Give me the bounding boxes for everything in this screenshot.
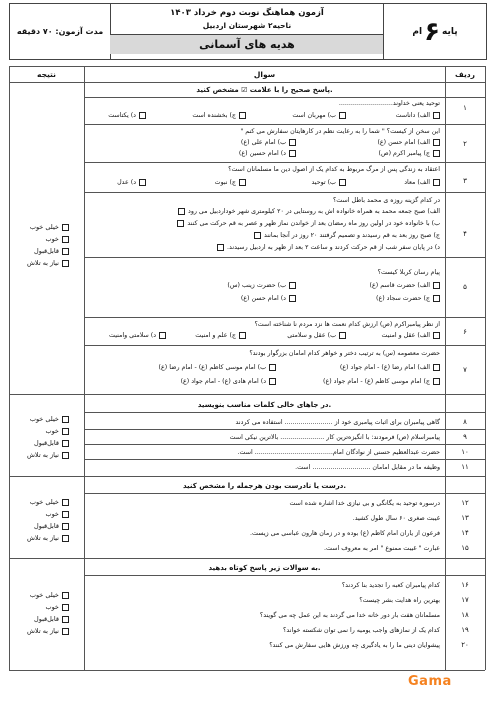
checkbox[interactable] [269, 378, 276, 385]
option[interactable]: ب) حضرت زینب (س) [227, 281, 296, 290]
checkbox[interactable] [62, 628, 69, 635]
section-4-instruction: به سوالات زیر پاسخ کوتاه بدهید. [208, 564, 321, 572]
checkbox[interactable] [217, 244, 224, 251]
option[interactable]: د) در پایان سفر شب از قم حرکت کردند و ساعت ۲ بعد از ظهر به اردبیل رسیدند. [214, 243, 440, 252]
option[interactable]: الف) حضرت قاسم (ع) [370, 281, 440, 290]
section-2-border [84, 412, 485, 413]
checkbox[interactable] [289, 150, 296, 157]
question-number: ۲ [463, 140, 467, 148]
option[interactable]: ب) توحید [312, 178, 347, 187]
checkbox[interactable] [289, 295, 296, 302]
checkbox[interactable] [62, 535, 69, 542]
section-border [9, 476, 485, 477]
grade-option[interactable]: نیاز به تلاش [27, 625, 69, 637]
option[interactable]: ج) پیامبر اکرم (ص) [379, 149, 441, 158]
question-number: ۱۵ [461, 544, 469, 552]
grade-option[interactable]: خیلی خوب [27, 589, 69, 601]
checkbox[interactable] [139, 112, 146, 119]
question-text: عبارت " غیبت ممنوع " امر به معروف است. [324, 545, 440, 552]
grade-option[interactable]: خوب [27, 601, 69, 613]
checkbox[interactable] [62, 616, 69, 623]
grade-suffix: ام [412, 26, 423, 37]
question-text: اعتقاد به زندگی پس از مرگ مربوط به کدام یک از اصول دین ما مسلمانان است؟ [228, 166, 440, 173]
option[interactable]: د) امام حسن (ع) [241, 294, 296, 303]
table-left-border [9, 66, 10, 670]
grade-box [27, 589, 69, 637]
question-text: در کدام گزینه روزه ی محمد باطل است؟ [332, 197, 440, 204]
table-right-border [485, 66, 486, 670]
section-2-instruction: در جاهای خالی کلمات مناسب بنویسید. [197, 401, 332, 409]
option[interactable]: د) سلامتی وامنیت [109, 331, 166, 340]
option[interactable]: الف) امام حسن (ع) [377, 138, 440, 147]
question-number: ۲۰ [461, 641, 469, 649]
grade-box [27, 221, 69, 269]
exam-region: ناحیه۲ شهرستان اردبیل [202, 21, 292, 30]
question-text: مسلمانان هفت بار دور خانه خدا می گردند به این عمل چه می گویند؟ [259, 612, 440, 619]
grade-option[interactable]: خیلی خوب [27, 221, 69, 233]
checkbox[interactable] [433, 112, 440, 119]
checkbox[interactable] [62, 523, 69, 530]
row-border [84, 345, 485, 346]
question-text: غیبت صغری ۶۰ سال طول کشید. [352, 515, 440, 522]
checkbox[interactable] [433, 139, 440, 146]
checkbox[interactable] [62, 224, 69, 231]
checkbox[interactable] [289, 282, 296, 289]
row-border [84, 429, 485, 430]
exam-header [9, 3, 487, 60]
row-border [84, 124, 485, 125]
question-text: توحید یعنی خداوند........................... [338, 100, 440, 107]
column-row-header: ردیف [455, 70, 475, 79]
grade-option[interactable]: خوب [27, 508, 69, 520]
option[interactable]: ب) امام موسی کاظم (ع) - امام رضا (ع) [159, 363, 276, 372]
result-column-divider [84, 66, 85, 670]
grade-option[interactable]: خیلی خوب [27, 496, 69, 508]
question-text: کدام پیامبران کعبه را تجدید بنا کردند؟ [341, 582, 440, 589]
section-border [9, 558, 485, 559]
option[interactable]: ج) بخشنده است [192, 111, 246, 120]
checkbox[interactable] [239, 112, 246, 119]
question-number: ۷ [463, 366, 467, 374]
exam-title: آزمون هماهنگ نوبت دوم خرداد ۱۴۰۳ [170, 8, 324, 18]
checkbox[interactable] [339, 179, 346, 186]
grade-option[interactable]: خوب [27, 233, 69, 245]
grade-prefix: پایه [441, 26, 458, 37]
question-text: کدام یک از نمازهای واجب یومیه را نمی توان شکسته خواند؟ [283, 627, 440, 634]
row-border [84, 192, 485, 193]
row-border [84, 317, 485, 318]
question-text: درسوره توحید به یگانگی و بی نیازی خدا اشاره شده است [289, 500, 440, 507]
question-number: ۱۰ [461, 448, 469, 456]
question-number: ۱۴ [461, 529, 469, 537]
option[interactable]: د) امام حسین (ع) [239, 149, 296, 158]
option[interactable]: د) امام هادی (ع) - امام جواد (ع) [181, 377, 276, 386]
option[interactable]: د) یکتاست [108, 111, 146, 120]
option[interactable]: ج) علم و امنیت [195, 331, 246, 340]
question-number: ۱۶ [461, 581, 469, 589]
checkbox[interactable] [433, 282, 440, 289]
section-1-border [84, 97, 485, 98]
option[interactable]: ب) مهربان است [292, 111, 346, 120]
option[interactable]: ج) نبوت [215, 178, 246, 187]
checkbox[interactable] [62, 499, 69, 506]
question-number: ۳ [463, 177, 467, 185]
question-number: ۱۸ [461, 611, 469, 619]
grade-option[interactable]: خوب [27, 425, 69, 437]
checkbox[interactable] [62, 604, 69, 611]
checkbox[interactable] [433, 150, 440, 157]
question-text: این سخن از کیست؟ " شما را به رعایت نظم در کارهایتان سفارش می کنم " [240, 128, 440, 135]
checkbox[interactable] [339, 332, 346, 339]
section-3-border [84, 493, 485, 494]
duration-label: مدت آزمون: ۷۰ دقیقه [10, 4, 111, 59]
column-question-header: سوال [253, 70, 276, 79]
checkbox[interactable] [239, 332, 246, 339]
question-number: ۱۱ [461, 463, 469, 471]
gama-logo: Gama [408, 674, 452, 689]
question-number: ۵ [463, 283, 467, 291]
row-border [84, 257, 485, 258]
grade-number: ۶ [424, 16, 440, 47]
option[interactable]: الف) داناست [396, 111, 440, 120]
option[interactable]: ج) امام موسی کاظم (ع) - امام جواد (ع) [323, 377, 440, 386]
grade-option[interactable]: قابل‌قبول [27, 437, 69, 449]
question-text: بهترین راه هدایت بشر چیست؟ [359, 597, 440, 604]
question-number: ۹ [463, 433, 467, 441]
option[interactable]: الف) امام رضا (ع) - امام جواد (ع) [340, 363, 440, 372]
row-border [84, 444, 485, 445]
table-bottom-border [9, 670, 485, 671]
checkbox[interactable] [433, 364, 440, 371]
option[interactable]: ج) حضرت سجاد (ع) [376, 294, 440, 303]
section-3-instruction: درست یا نادرست بودن هرجمله را مشخص کنید. [182, 482, 347, 490]
checkbox[interactable] [433, 179, 440, 186]
checkbox[interactable] [159, 332, 166, 339]
exam-subject: هدیه های آسمانی [110, 34, 384, 54]
checkbox[interactable] [269, 364, 276, 371]
grade-option[interactable]: قابل‌قبول [27, 520, 69, 532]
option[interactable]: ب) عقل و سلامتی [287, 331, 346, 340]
question-text: فرعون از یاران امام کاظم (ع) بوده و در زمان هارون عباسی می زیست. [250, 530, 440, 537]
checkbox[interactable] [62, 416, 69, 423]
option[interactable]: ب) امام علی (ع) [241, 138, 296, 147]
checkbox[interactable] [62, 511, 69, 518]
grade-option[interactable]: قابل‌قبول [27, 613, 69, 625]
grade-box [27, 413, 69, 461]
row-border [84, 459, 485, 460]
checkbox[interactable] [177, 220, 184, 227]
checkbox[interactable] [433, 378, 440, 385]
checkbox[interactable] [62, 428, 69, 435]
section-border [9, 394, 485, 395]
question-number: ۱۳ [461, 514, 469, 522]
checkbox[interactable] [239, 179, 246, 186]
checkbox[interactable] [139, 179, 146, 186]
section-1-instruction: پاسخ صحیح را با علامت ☑ مشخص کنید. [196, 86, 333, 94]
checkbox[interactable] [289, 139, 296, 146]
question-number: ۱۷ [461, 596, 469, 604]
grade-box [27, 496, 69, 544]
checkbox[interactable] [62, 248, 69, 255]
grade-option[interactable]: خیلی خوب [27, 413, 69, 425]
row-border [84, 162, 485, 163]
checkbox[interactable] [433, 295, 440, 302]
grade-option[interactable]: نیاز به تلاش [27, 257, 69, 269]
option[interactable]: د) عدل [117, 178, 146, 187]
checkbox[interactable] [339, 112, 346, 119]
question-text: حضرت معصومه (س) به ترتیب دختر و خواهر کدام امامان بزرگوار بودند؟ [249, 350, 440, 357]
question-number: ۱ [463, 104, 467, 112]
option[interactable]: الف) معاد [404, 178, 440, 187]
checkbox[interactable] [433, 332, 440, 339]
question-number: ۴ [463, 230, 467, 238]
question-text: پیشوایان دینی ما را به یادگیری چه ورزش هایی سفارش می کنند؟ [269, 642, 440, 649]
option[interactable]: ج) صبح روز بعد به قم رسیدند و تصمیم گرفتند ۲۰ روز در آنجا بمانند [251, 231, 440, 240]
question-text: پیام رسان کربلا کیست؟ [377, 269, 440, 276]
question-text: حضرت عبدالعظیم حسنی از نوادگان امام....................................... است. [237, 449, 440, 456]
checkbox[interactable] [62, 452, 69, 459]
checkbox[interactable] [62, 440, 69, 447]
checkbox[interactable] [62, 260, 69, 267]
question-number: ۱۲ [461, 499, 469, 507]
row-column-divider [445, 66, 446, 670]
question-number: ۸ [463, 418, 467, 426]
option[interactable]: الف) عقل و امنیت [381, 331, 440, 340]
column-result-header: نتیجه [37, 70, 56, 79]
question-number: ۱۹ [461, 626, 469, 634]
option[interactable]: ب) با خانواده خود در اولین روز ماه رمضان بعد از خواندن نماز ظهر و عصر به قم حرکت می کنند [174, 219, 440, 228]
question-text: پیامبراسلام (ص) فرمودند: با انگیزه‌ترین کار ...................... بالاترین نیکی است [229, 434, 440, 441]
question-number: ۶ [463, 328, 467, 336]
grade-option[interactable]: قابل‌قبول [27, 245, 69, 257]
header-title-block [110, 4, 384, 59]
grade-label [383, 4, 486, 59]
question-text: وظیفه ما در مقابل امامان ............................. است. [295, 464, 440, 471]
checkbox[interactable] [178, 208, 185, 215]
checkbox[interactable] [62, 592, 69, 599]
question-text: گاهی پیامبران برای اثبات پیامبری خود از ........................ استفاده می کردند [235, 419, 440, 426]
grade-option[interactable]: نیاز به تلاش [27, 449, 69, 461]
section-4-border [84, 575, 485, 576]
option[interactable]: الف) صبح جمعه محمد به همراه خانواده اش به روستایی در ۲۰ کیلومتری شهر خوداردبیل می رود [175, 207, 440, 216]
question-text: از نظر پیامبراکرم (ص) ارزش کدام نعمت ها نزد مردم نا شناخته است؟ [254, 321, 440, 328]
checkbox[interactable] [62, 236, 69, 243]
checkbox[interactable] [254, 232, 261, 239]
grade-option[interactable]: نیاز به تلاش [27, 532, 69, 544]
